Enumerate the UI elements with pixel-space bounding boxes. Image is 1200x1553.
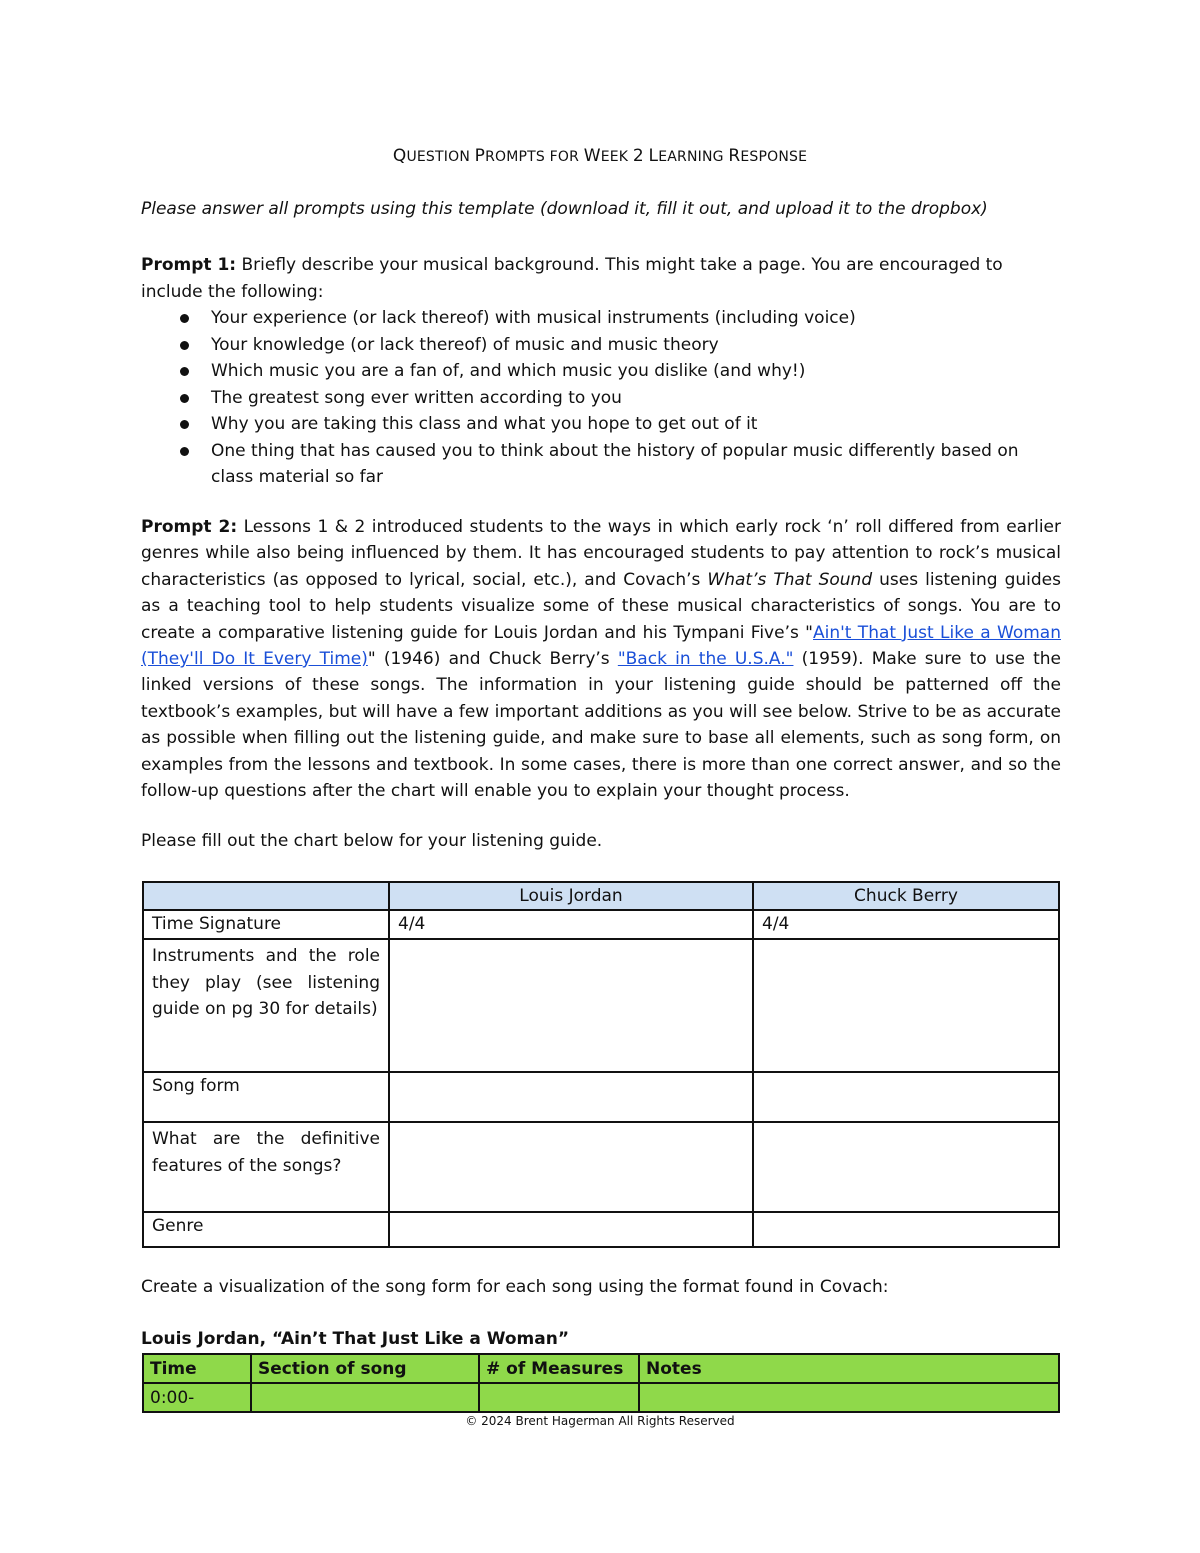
- list-item: Why you are taking this class and what you hope to get out of it: [211, 411, 1061, 438]
- row-label: Genre: [143, 1212, 389, 1247]
- row-label: Instruments and the role they play (see listening guide on pg 30 for details): [143, 939, 389, 1072]
- answer-cell[interactable]: [753, 1122, 1059, 1212]
- song-form-table: [142, 1353, 1060, 1413]
- prompt-1-bullet-list: [141, 305, 1061, 491]
- notes-cell[interactable]: [639, 1383, 1059, 1412]
- list-item: One thing that has caused you to think about the history of popular music differently based on class material so far: [211, 438, 1061, 491]
- answer-cell[interactable]: [389, 1212, 753, 1247]
- prompt-1-text: Briefly describe your musical background. This might take a page. You are encouraged to include the following:: [141, 255, 1003, 302]
- answer-cell[interactable]: 4/4: [389, 910, 753, 939]
- answer-cell[interactable]: [753, 1212, 1059, 1247]
- chart-instructions: Please fill out the chart below for your listening guide.: [141, 831, 603, 851]
- table-header-cell: [143, 882, 389, 910]
- page-title: [0, 146, 1200, 166]
- table-header-row: [143, 882, 1059, 910]
- row-label: Song form: [143, 1072, 389, 1122]
- book-title: What’s That Sound: [707, 569, 873, 590]
- copyright-footer: © 2024 Brent Hagerman All Rights Reserved: [465, 1414, 735, 1428]
- title-r: RESPONSE: [728, 146, 808, 166]
- row-label: What are the definitive features of the songs?: [143, 1122, 389, 1212]
- time-cell[interactable]: 0:00-: [143, 1383, 251, 1412]
- table-header-row: [143, 1354, 1059, 1383]
- table-header-cell: Section of song: [251, 1354, 479, 1383]
- answer-cell[interactable]: [753, 939, 1059, 1072]
- answer-cell[interactable]: [389, 1072, 753, 1122]
- table-header-cell: Chuck Berry: [753, 882, 1059, 910]
- table-header-cell: Notes: [639, 1354, 1059, 1383]
- table-header-cell: Time: [143, 1354, 251, 1383]
- prompt-2: Prompt 2: Lessons 1 & 2 introduced students to the ways in which early rock ‘n’ roll differed from earlier genres while also being influenced by them. It has encouraged students to pay attention to rock’s musical characteristics (as opposed to lyrical, social, etc.), and Covach’s What’s That Sound uses listening guides as a teaching tool to help students visualize some of these musical characteristics of songs. You are to create a comparative listening guide for Louis Jordan and his Tympani Five’s "Ain't That Just Like a Woman (They'll Do It Every Time)" (1946) and Chuck Berry’s "Back in the U.S.A." (1959). Make sure to use the linked versions of these songs. The information in your listening guide should be patterned off the textbook’s examples, but will have a few important additions as you will see below. Strive to be as accurate as possible when filling out the listening guide, and make sure to base all elements, such as song form, on examples from the lessons and textbook. In some cases, there is more than one correct answer, and so the follow-up questions after the chart will enable you to explain your thought process.: [141, 517, 1061, 802]
- table-row: [143, 1212, 1059, 1247]
- table-row: [143, 1072, 1059, 1122]
- instructions-text: Please answer all prompts using this template (download it, fill it out, and upload it to the dropbox): [141, 199, 988, 219]
- table-row: [143, 939, 1059, 1072]
- table-row: [143, 910, 1059, 939]
- bullet-icon: [180, 447, 189, 456]
- bullet-icon: [180, 314, 189, 323]
- table-row: [143, 1383, 1059, 1412]
- list-item: Which music you are a fan of, and which music you dislike (and why!): [211, 358, 1061, 385]
- song-link-chuck-berry[interactable]: "Back in the U.S.A.": [617, 649, 794, 670]
- list-item: Your knowledge (or lack thereof) of music and music theory: [211, 332, 1061, 359]
- bullet-icon: [180, 394, 189, 403]
- table-header-cell: # of Measures: [479, 1354, 639, 1383]
- row-label: Time Signature: [143, 910, 389, 939]
- title-l: LEARNING: [648, 146, 729, 166]
- title-p: PROMPTS FOR: [474, 146, 584, 166]
- bullet-icon: [180, 367, 189, 376]
- answer-cell[interactable]: [389, 1122, 753, 1212]
- bullet-icon: [180, 341, 189, 350]
- song-heading: Louis Jordan, “Ain’t That Just Like a Woman”: [141, 1329, 569, 1349]
- list-item: The greatest song ever written according to you: [211, 385, 1061, 412]
- song-link-louis-jordan[interactable]: Ain't That Just Like a Woman (They'll Do It Every Time): [141, 622, 1061, 670]
- measures-cell[interactable]: [479, 1383, 639, 1412]
- answer-cell[interactable]: [753, 1072, 1059, 1122]
- prompt-2-label: Prompt 2:: [141, 517, 238, 537]
- table-header-cell: Louis Jordan: [389, 882, 753, 910]
- prompt-1-label: Prompt 1:: [141, 255, 237, 275]
- title-q: QUESTION: [392, 146, 475, 166]
- visualization-instructions: Create a visualization of the song form for each song using the format found in Covach:: [141, 1277, 889, 1297]
- title-2: 2: [632, 146, 644, 166]
- prompt-1: [141, 252, 1061, 491]
- answer-cell[interactable]: [389, 939, 753, 1072]
- answer-cell[interactable]: 4/4: [753, 910, 1059, 939]
- table-row: [143, 1122, 1059, 1212]
- title-w: WEEK: [583, 146, 633, 166]
- section-cell[interactable]: [251, 1383, 479, 1412]
- listening-guide-table: [142, 881, 1060, 1248]
- list-item: Your experience (or lack thereof) with musical instruments (including voice): [211, 305, 1061, 332]
- bullet-icon: [180, 420, 189, 429]
